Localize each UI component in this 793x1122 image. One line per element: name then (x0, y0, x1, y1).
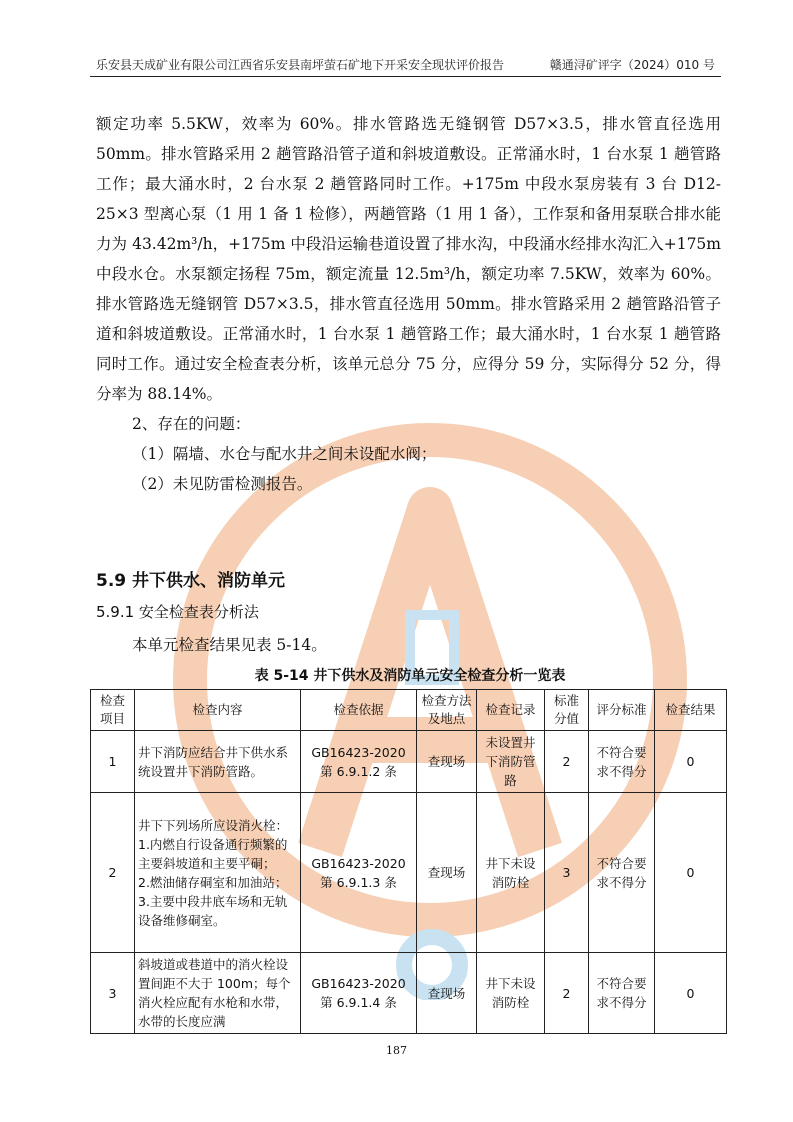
inspection-table (90, 689, 727, 1034)
header-rule (90, 76, 721, 77)
table-header-row (91, 690, 727, 731)
cell-content: 井下消防应结合井下供水系统设置井下消防管路。 (135, 731, 301, 793)
table-title: 表 5-14 井下供水及消防单元安全检查分析一览表 (254, 668, 566, 684)
cell-item: 3 (91, 953, 135, 1034)
header-cell: 检查结果 (655, 690, 727, 731)
cell-content: 斜坡道或巷道中的消火栓设置间距不大于 100m；每个消火栓应配有水枪和水带，水带的长度应满 (135, 953, 301, 1034)
table-row (91, 731, 727, 793)
problems-heading: 2、存在的问题： (132, 415, 251, 433)
subsection-heading: 5.9.1 安全检查表分析法 (96, 603, 259, 621)
cell-content: 井下下列场所应设消火栓：1.内燃自行设备通行频繁的主要斜坡道和主要平硐； 2.燃油储存硐室和加油站； 3.主要中段井底车场和无轨设备维修硐室。 (135, 793, 301, 953)
cell-item: 2 (91, 793, 135, 953)
cell-criteria: 不符合要求不得分 (589, 793, 655, 953)
header-cell: 检查方法及地点 (417, 690, 477, 731)
body-text (96, 109, 721, 499)
cell-record: 井下未设消防栓 (477, 953, 545, 1034)
cell-criteria: 不符合要求不得分 (589, 953, 655, 1034)
report-number: 赣通浔矿评字（2024）010 号 (549, 58, 715, 72)
problem-item-1: （1）隔墙、水仓与配水井之间未设配水阀； (132, 445, 437, 463)
header-cell: 标准分值 (545, 690, 589, 731)
header-cell: 评分标准 (589, 690, 655, 731)
table-row (91, 793, 727, 953)
running-header-title: 乐安县天成矿业有限公司江西省乐安县南坪萤石矿地下开采安全现状评价报告 (96, 58, 505, 72)
table-row (91, 953, 727, 1034)
cell-criteria: 不符合要求不得分 (589, 731, 655, 793)
section-heading: 5.9 井下供水、消防单元 (96, 571, 286, 591)
section-intro: 本单元检查结果见表 5-14。 (132, 636, 327, 654)
cell-result: 0 (655, 953, 727, 1034)
cell-score: 3 (545, 793, 589, 953)
header-cell: 检查项目 (91, 690, 135, 731)
cell-record: 未设置井下消防管路 (477, 731, 545, 793)
header-cell: 检查记录 (477, 690, 545, 731)
cell-basis: GB16423-2020 第 6.9.1.2 条 (301, 731, 417, 793)
cell-record: 井下未设消防栓 (477, 793, 545, 953)
cell-result: 0 (655, 731, 727, 793)
cell-score: 2 (545, 731, 589, 793)
cell-item: 1 (91, 731, 135, 793)
cell-method: 查现场 (417, 731, 477, 793)
cell-result: 0 (655, 793, 727, 953)
cell-basis: GB16423-2020 第 6.9.1.4 条 (301, 953, 417, 1034)
cell-score: 2 (545, 953, 589, 1034)
page-number: 187 (386, 1044, 407, 1057)
problem-item-2: （2）未见防雷检测报告。 (132, 475, 313, 493)
header-cell: 检查依据 (301, 690, 417, 731)
cell-method: 查现场 (417, 793, 477, 953)
cell-basis: GB16423-2020 第 6.9.1.3 条 (301, 793, 417, 953)
cell-method: 查现场 (417, 953, 477, 1034)
header-cell: 检查内容 (135, 690, 301, 731)
paragraph-drainage: 额定功率 5.5KW，效率为 60%。排水管路选无缝钢管 D57×3.5，排水管直径选用 50mm。排水管路采用 2 趟管路沿管子道和斜坡道敷设。正常涌水时，1 台水泵 1 趟管路工作；最大涌水时，2 台水泵 2 趟管路同时工作。+175m 中段水泵房装有 3 台 D12-25×3 型离心泵（1 用 1 备 1 检修），两趟管路（1 用 1 备），工作泵和备用泵联合排水能力为 43.42m³/h，+175m 中段沿运输巷道设置了排水沟，中段涌水经排水沟汇入+175m 中段水仓。水泵额定扬程 75m，额定流量 12.5m³/h，额定功率 7.5KW，效率为 60%。排水管路选无缝钢管 D57×3.5，排水管直径选用 50mm。排水管路采用 2 趟管路沿管子道和斜坡道敷设。正常涌水时，1 台水泵 1 趟管路工作；最大涌水时，1 台水泵 1 趟管路同时工作。通过安全检查表分析，该单元总分 75 分，应得分 59 分，实际得分 52 分，得分率为 88.14%。 (96, 115, 721, 403)
